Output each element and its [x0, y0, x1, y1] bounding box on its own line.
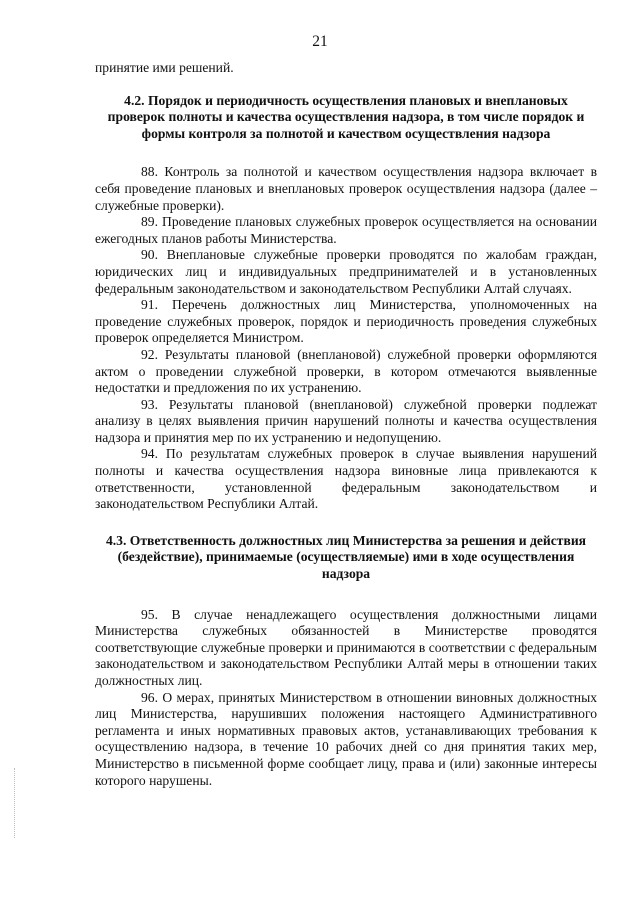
paragraph-90: 90. Внеплановые служебные проверки проводятся по жалобам граждан, юридических лиц и индивидуальных предпринимателей и в установленных федеральным законодательством и законодательством Республики Алтай случаях.: [95, 247, 597, 296]
document-body: [95, 60, 597, 789]
paragraph-94: 94. По результатам служебных проверок в случае выявления нарушений полноты и качества осуществления надзора виновные лица привлекаются к ответственности, установленной федеральным законодательством и законодательством Республики Алтай.: [95, 446, 597, 512]
section-4-3-heading: 4.3. Ответственность должностных лиц Министерства за решения и действия (бездействие), принимаемые (осуществляемые) ими в ходе осуществления надзора: [105, 532, 587, 582]
paragraph-88: 88. Контроль за полнотой и качеством осуществления надзора включает в себя проведение плановых и внеплановых проверок осуществления надзора (далее – служебные проверки).: [95, 164, 597, 213]
section-4-2-heading: 4.2. Порядок и периодичность осуществления плановых и внеплановых проверок полноты и качества осуществления надзора, в том числе порядок и формы контроля за полнотой и качеством осуществления надзора: [107, 92, 585, 141]
scan-margin-mark: [14, 768, 16, 838]
paragraph-92: 92. Результаты плановой (внеплановой) служебной проверки оформляются актом о проведении служебной проверки, в котором отмечаются выявленные недостатки и предложения по их устранению.: [95, 346, 597, 396]
paragraph-89: 89. Проведение плановых служебных проверок осуществляется на основании ежегодных планов работы Министерства.: [95, 214, 597, 246]
paragraph-96: 96. О мерах, принятых Министерством в отношении виновных должностных лиц Министерства, нарушивших положения настоящего Административного регламента и иных нормативных правовых актов, устанавливающих требования к осуществлению надзора, в течение 10 рабочих дней со дня принятия таких мер, Министерство в письменной форме сообщает лицу, права и (или) законные интересы которого нарушены.: [95, 689, 597, 788]
paragraph-91: 91. Перечень должностных лиц Министерства, уполномоченных на проведение служебных проверок, порядок и периодичность проведения служебных проверок определяется Министром.: [95, 297, 597, 346]
paragraph-93: 93. Результаты плановой (внеплановой) служебной проверки подлежат анализу в целях выявления причин нарушений полноты и качества осуществления надзора и принятия мер по их устранению и недопущению.: [95, 396, 597, 445]
intro-line: принятие ими решений.: [95, 60, 234, 75]
page-number: 21: [312, 33, 328, 50]
paragraph-95: 95. В случае ненадлежащего осуществления должностными лицами Министерства служебных обязанностей в Министерстве проводятся соответствующие служебные проверки и принимаются в соответствии с федеральным законодательством и законодательством Республики Алтай меры в отношении таких должностных лиц.: [95, 606, 597, 688]
